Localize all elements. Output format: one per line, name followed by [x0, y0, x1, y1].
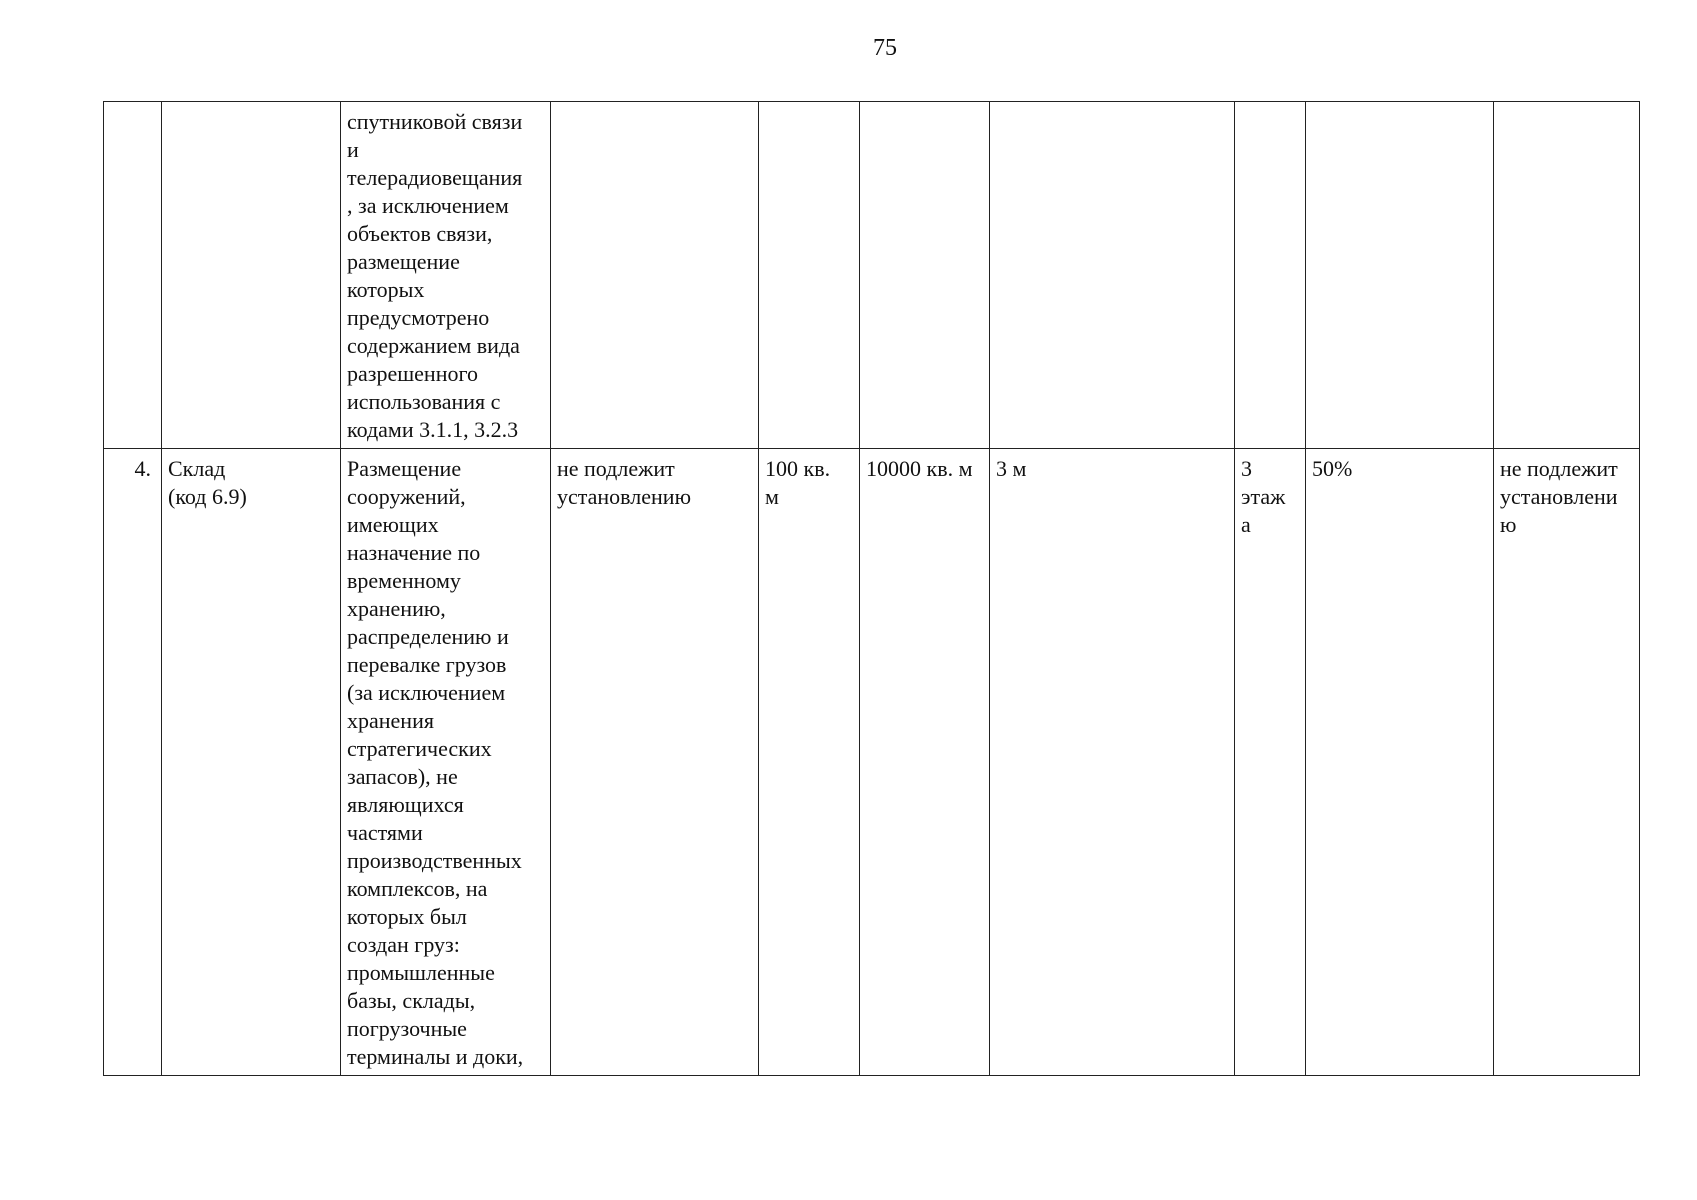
cell-min-area: 100 кв. м [759, 449, 860, 1076]
cell-other [1494, 102, 1640, 449]
cell-max-area [860, 102, 990, 449]
cell-floors [1235, 102, 1306, 449]
cell-use-name [162, 102, 341, 449]
zoning-regulations-table [103, 101, 1640, 1076]
cell-number [104, 102, 162, 449]
cell-setback: 3 м [990, 449, 1235, 1076]
cell-min-width: не подлежит установлению [551, 449, 759, 1076]
cell-setback [990, 102, 1235, 449]
cell-number: 4. [104, 449, 162, 1076]
cell-coverage [1306, 102, 1494, 449]
cell-coverage: 50% [1306, 449, 1494, 1076]
cell-max-area: 10000 кв. м [860, 449, 990, 1076]
cell-min-width [551, 102, 759, 449]
cell-use-name: Склад (код 6.9) [162, 449, 341, 1076]
cell-min-area [759, 102, 860, 449]
cell-other: не подлежит установлени ю [1494, 449, 1640, 1076]
page-number: 75 [873, 35, 897, 61]
table-row-warehouse [104, 449, 1640, 1076]
cell-use-description: Размещение сооружений, имеющих назначение по временному хранению, распределению и перевалке грузов (за исключением хранения стратегических запасов), не являющихся частями производственных комплексов, на которых был создан груз: промышленные базы, склады, погрузочные терминалы и доки, [341, 449, 551, 1076]
table-row-continued [104, 102, 1640, 449]
cell-use-description: спутниковой связи и телерадиовещания , за исключением объектов связи, размещение которых предусмотрено содержанием вида разрешенного использования с кодами 3.1.1, 3.2.3 [341, 102, 551, 449]
cell-floors: 3 этаж а [1235, 449, 1306, 1076]
